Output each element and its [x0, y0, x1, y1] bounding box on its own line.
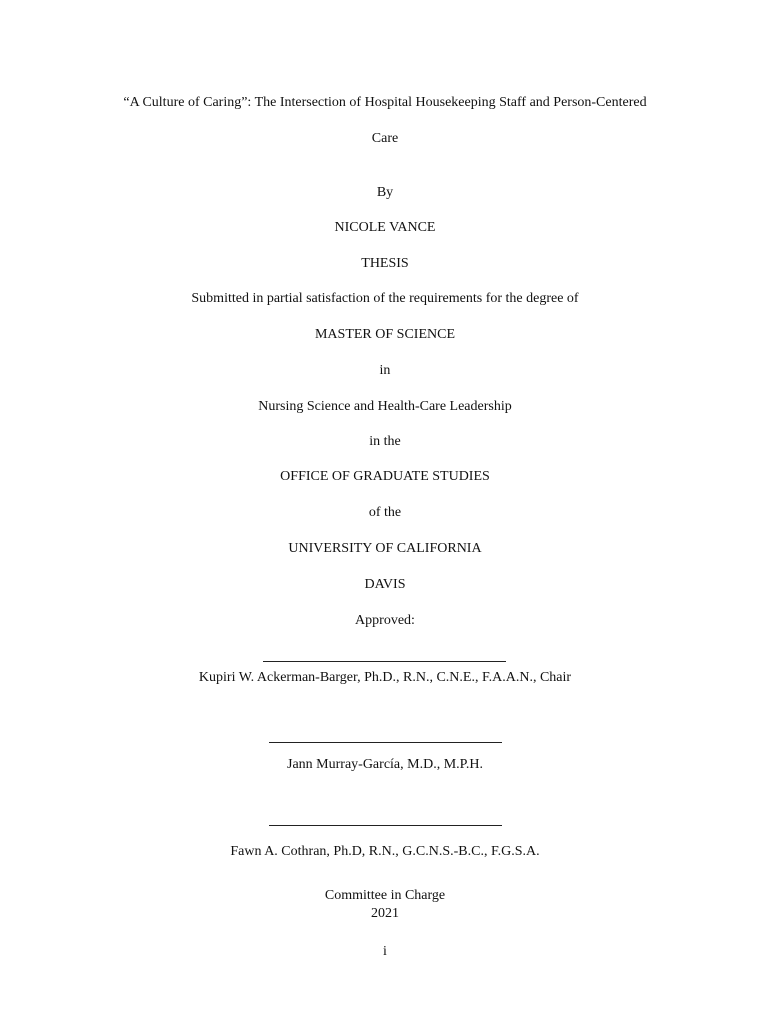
year: 2021: [371, 906, 399, 921]
degree-name: MASTER OF SCIENCE: [314, 327, 456, 342]
in-label: in: [379, 363, 391, 378]
of-the-label: of the: [368, 505, 402, 520]
document-type: THESIS: [361, 256, 409, 271]
by-label: By: [376, 185, 394, 200]
signature-line-2: [269, 742, 502, 743]
office-name: OFFICE OF GRADUATE STUDIES: [280, 469, 490, 484]
thesis-title-line-2: Care: [371, 131, 399, 146]
in-the-label: in the: [369, 434, 401, 449]
page-number: i: [383, 944, 387, 959]
committee-label: Committee in Charge: [324, 888, 446, 903]
field-of-study: Nursing Science and Health-Care Leadership: [258, 399, 512, 414]
university-name: UNIVERSITY OF CALIFORNIA: [288, 541, 482, 556]
thesis-title-line-1: “A Culture of Caring”: The Intersection of Hospital Housekeeping Staff and Person-Centered: [123, 95, 647, 110]
signature-line-3: [269, 825, 502, 826]
committee-member-chair: Kupiri W. Ackerman-Barger, Ph.D., R.N., C.N.E., F.A.A.N., Chair: [198, 670, 572, 685]
approved-label: Approved:: [355, 613, 415, 628]
submission-statement: Submitted in partial satisfaction of the requirements for the degree of: [191, 291, 579, 306]
committee-member-2: Jann Murray-García, M.D., M.P.H.: [287, 757, 483, 772]
author-name: NICOLE VANCE: [334, 220, 436, 235]
signature-line-1: [263, 661, 506, 662]
campus-name: DAVIS: [364, 577, 406, 592]
committee-member-3: Fawn A. Cothran, Ph.D, R.N., G.C.N.S.-B.C., F.G.S.A.: [230, 844, 540, 859]
